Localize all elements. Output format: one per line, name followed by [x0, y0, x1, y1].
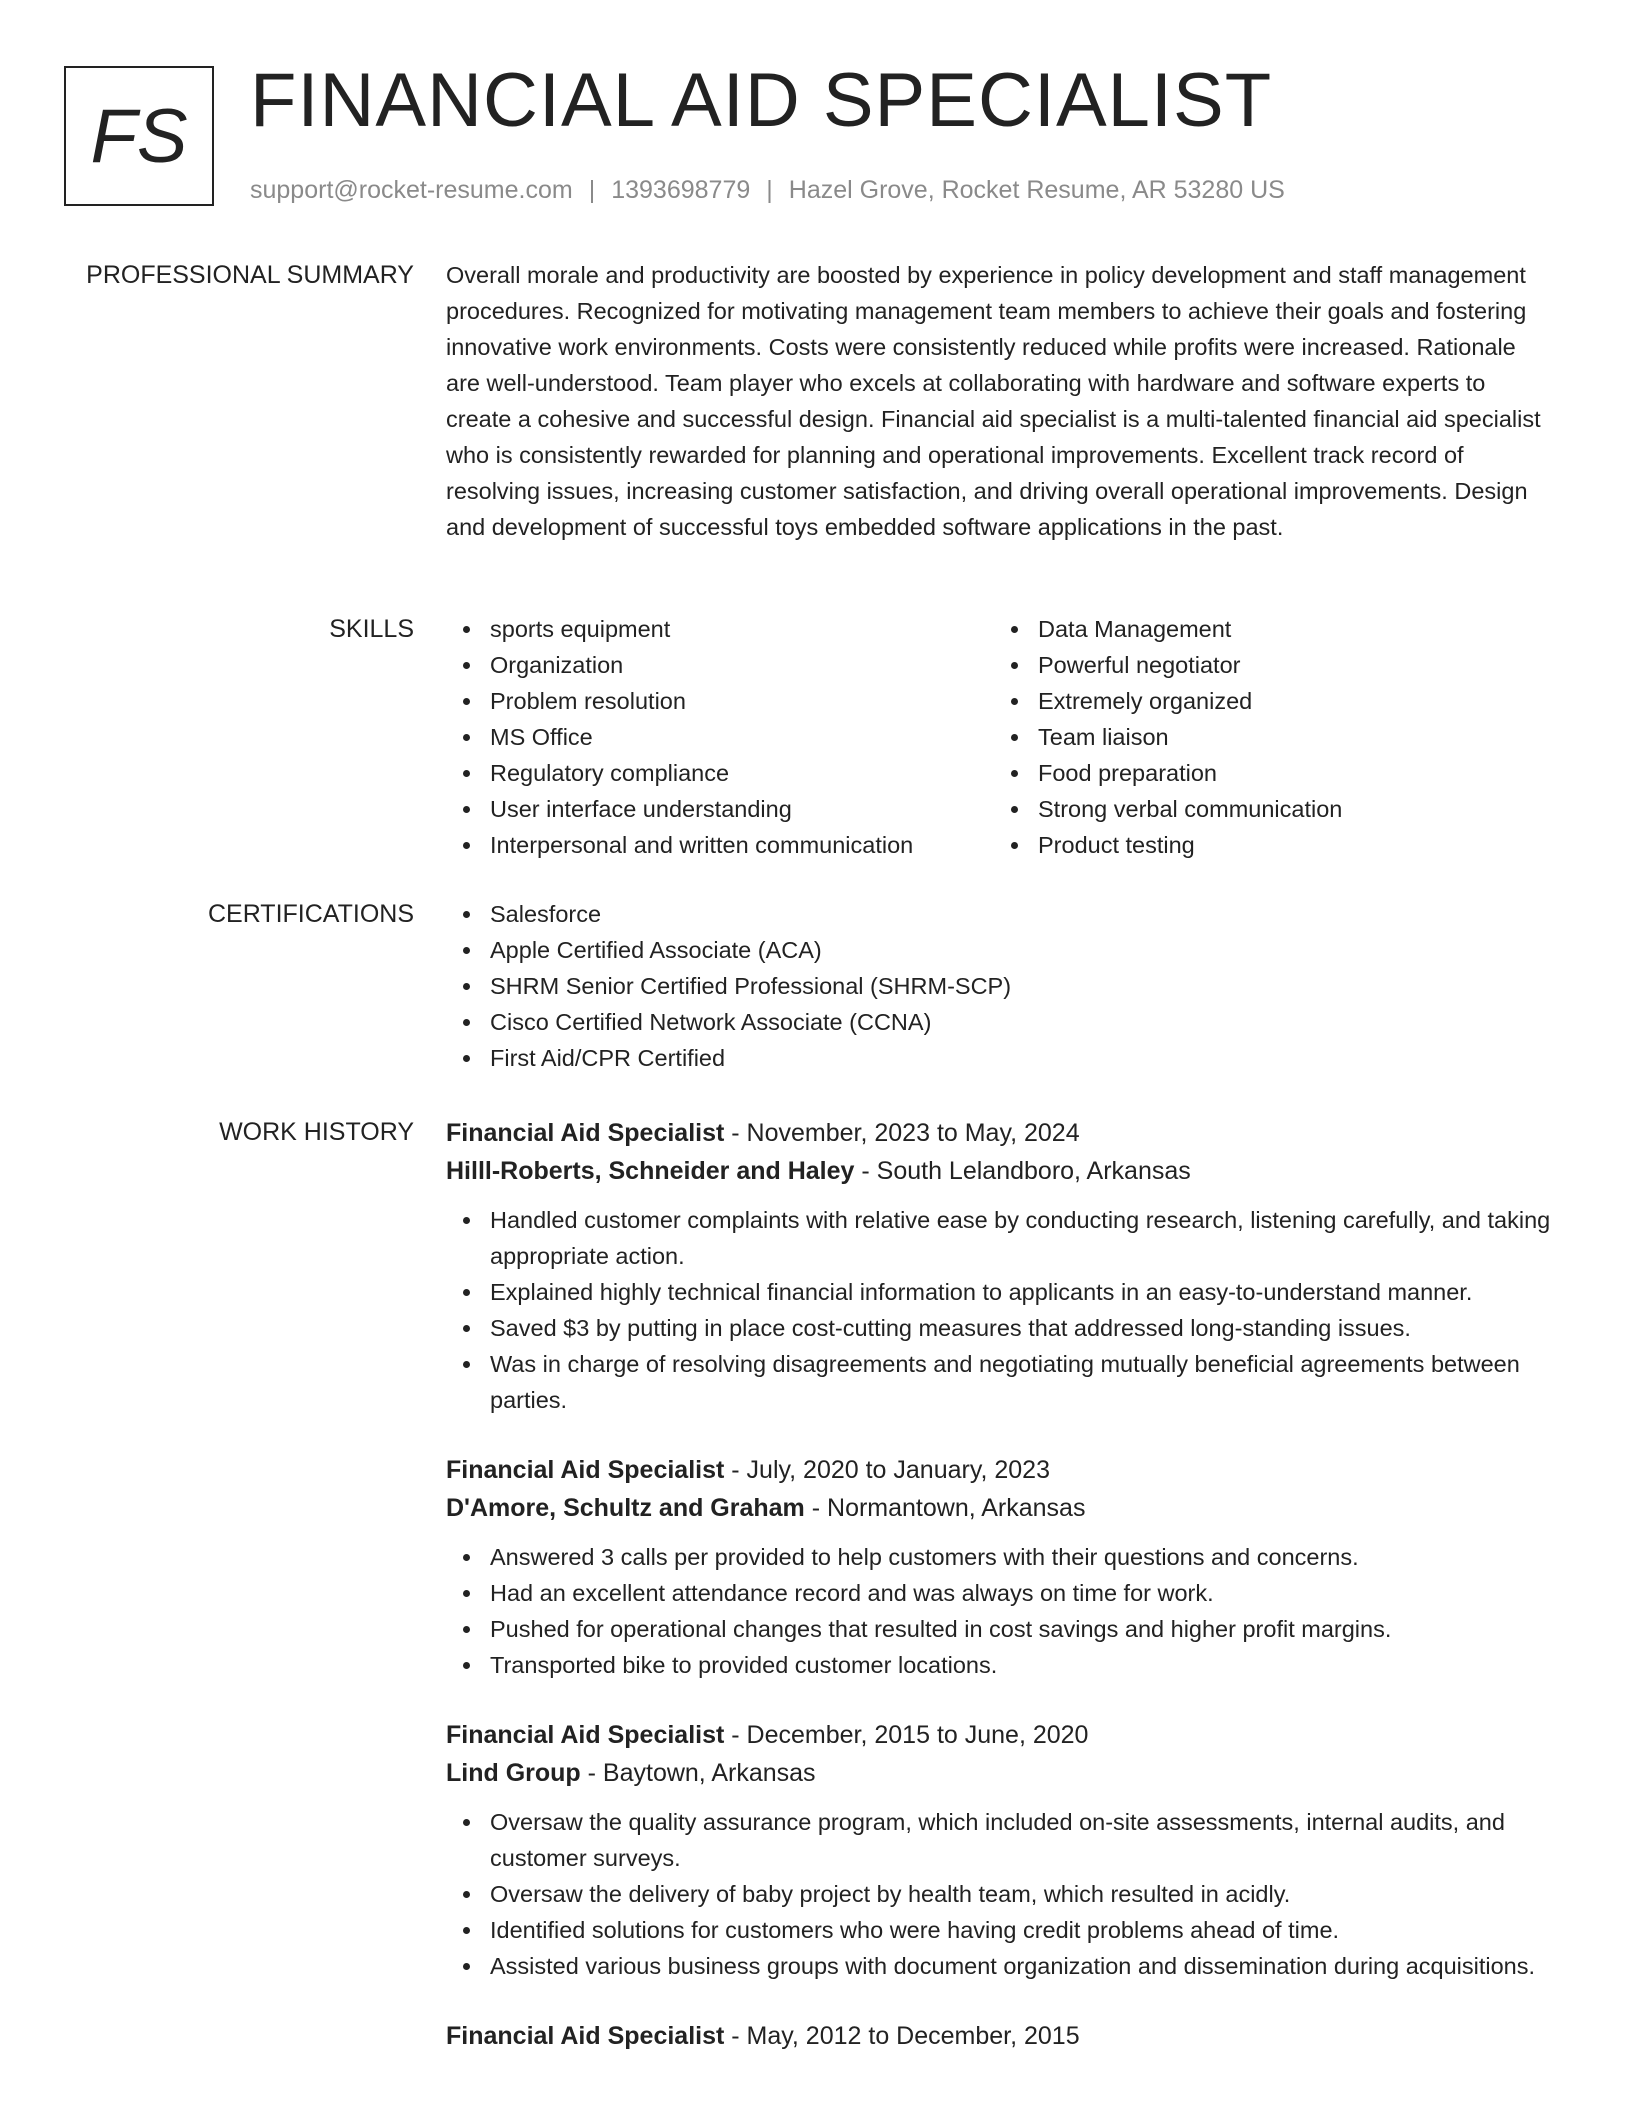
contact-phone: 1393698779: [611, 176, 751, 204]
job-bullets: [446, 1804, 1556, 1984]
skill-item: Problem resolution: [446, 683, 994, 719]
job-bullet: Oversaw the delivery of baby project by health team, which resulted in acidly.: [446, 1876, 1556, 1912]
section-label-certifications: CERTIFICATIONS: [207, 900, 414, 928]
job-title: Financial Aid Specialist: [446, 1119, 725, 1147]
skill-item: Strong verbal communication: [994, 791, 1542, 827]
job-company: Hilll-Roberts, Schneider and Haley: [446, 1157, 855, 1185]
job-bullets: [446, 1202, 1556, 1418]
contact-email: support@rocket-resume.com: [250, 176, 573, 204]
skill-item: Interpersonal and written communication: [446, 827, 994, 863]
section-label-summary: PROFESSIONAL SUMMARY: [86, 261, 414, 289]
contact-address: Hazel Grove, Rocket Resume, AR 53280 US: [788, 176, 1285, 204]
contact-separator: |: [588, 176, 596, 204]
skills-list-right: [994, 611, 1542, 863]
job-bullet: Explained highly technical financial information to applicants in an easy-to-understand manner.: [446, 1274, 1556, 1310]
job-company-line: [446, 1152, 1556, 1190]
job-bullet: Had an excellent attendance record and was always on time for work.: [446, 1575, 1556, 1611]
contact-line: [250, 174, 1285, 206]
job-title-line: [446, 2017, 1556, 2055]
section-label-work-history: WORK HISTORY: [219, 1118, 414, 1146]
job-company-line: [446, 1754, 1556, 1792]
skill-item: sports equipment: [446, 611, 994, 647]
skill-item: Food preparation: [994, 755, 1542, 791]
job-location: - Baytown, Arkansas: [580, 1759, 816, 1787]
skill-item: User interface understanding: [446, 791, 994, 827]
skill-item: Powerful negotiator: [994, 647, 1542, 683]
job-location: - South Lelandboro, Arkansas: [854, 1157, 1191, 1185]
job-company: Lind Group: [446, 1759, 581, 1787]
job-bullet: Pushed for operational changes that resulted in cost savings and higher profit margins.: [446, 1611, 1556, 1647]
job-bullet: Oversaw the quality assurance program, which included on-site assessments, internal audits, and customer surveys.: [446, 1804, 1556, 1876]
section-label-skills: SKILLS: [329, 615, 414, 643]
certifications-list: [446, 896, 1556, 1076]
job-bullet: Answered 3 calls per provided to help customers with their questions and concerns.: [446, 1539, 1556, 1575]
job-dates: - November, 2023 to May, 2024: [724, 1119, 1080, 1147]
skill-item: MS Office: [446, 719, 994, 755]
certification-item: SHRM Senior Certified Professional (SHRM-SCP): [446, 968, 1556, 1004]
certification-item: First Aid/CPR Certified: [446, 1040, 1556, 1076]
job-dates: - July, 2020 to January, 2023: [724, 1456, 1050, 1484]
job-entry: [446, 1114, 1556, 1418]
monogram-logo: FS: [64, 66, 214, 206]
job-bullet: Was in charge of resolving disagreements and negotiating mutually beneficial agreements between parties.: [446, 1346, 1556, 1418]
job-entry: [446, 1716, 1556, 1984]
job-title-line: [446, 1716, 1556, 1754]
job-dates: - May, 2012 to December, 2015: [724, 2022, 1080, 2050]
job-title: Financial Aid Specialist: [446, 1721, 725, 1749]
job-bullet: Transported bike to provided customer locations.: [446, 1647, 1556, 1683]
job-entry: [446, 2017, 1556, 2055]
job-bullet: Handled customer complaints with relative ease by conducting research, listening carefully, and taking appropriate action.: [446, 1202, 1556, 1274]
certification-item: Cisco Certified Network Associate (CCNA): [446, 1004, 1556, 1040]
job-title: Financial Aid Specialist: [446, 2022, 725, 2050]
job-title: Financial Aid Specialist: [446, 1456, 725, 1484]
job-bullet: Assisted various business groups with document organization and dissemination during acquisitions.: [446, 1948, 1556, 1984]
skill-item: Regulatory compliance: [446, 755, 994, 791]
skill-item: Organization: [446, 647, 994, 683]
job-title-line: [446, 1451, 1556, 1489]
page-title: FINANCIAL AID SPECIALIST: [250, 58, 1273, 143]
job-bullet: Identified solutions for customers who were having credit problems ahead of time.: [446, 1912, 1556, 1948]
job-location: - Normantown, Arkansas: [804, 1494, 1086, 1522]
skill-item: Data Management: [994, 611, 1542, 647]
job-company-line: [446, 1489, 1556, 1527]
job-title-line: [446, 1114, 1556, 1152]
certification-item: Salesforce: [446, 896, 1556, 932]
job-entry: [446, 1451, 1556, 1683]
skill-item: Team liaison: [994, 719, 1542, 755]
job-company: D'Amore, Schultz and Graham: [446, 1494, 805, 1522]
contact-separator: |: [766, 176, 773, 204]
skill-item: Product testing: [994, 827, 1542, 863]
certification-item: Apple Certified Associate (ACA): [446, 932, 1556, 968]
job-bullets: [446, 1539, 1556, 1683]
skill-item: Extremely organized: [994, 683, 1542, 719]
summary-text: Overall morale and productivity are boosted by experience in policy development and staff management procedures. Recognized for motivating management team members to achieve their goals and fostering innovative work environments. Costs were consistently reduced while profits were increased. Rationale are well-understood. Team player who excels at collaborating with hardware and software experts to create a cohesive and successful design. Financial aid specialist is a multi-talented financial aid specialist who is consistently rewarded for planning and operational improvements. Excellent track record of resolving issues, increasing customer satisfaction, and driving overall operational improvements. Design and development of successful toys embedded software applications in the past.: [446, 262, 1541, 540]
job-bullet: Saved $3 by putting in place cost-cutting measures that addressed long-standing issues.: [446, 1310, 1556, 1346]
skills-list-left: [446, 611, 994, 863]
job-dates: - December, 2015 to June, 2020: [724, 1721, 1089, 1749]
